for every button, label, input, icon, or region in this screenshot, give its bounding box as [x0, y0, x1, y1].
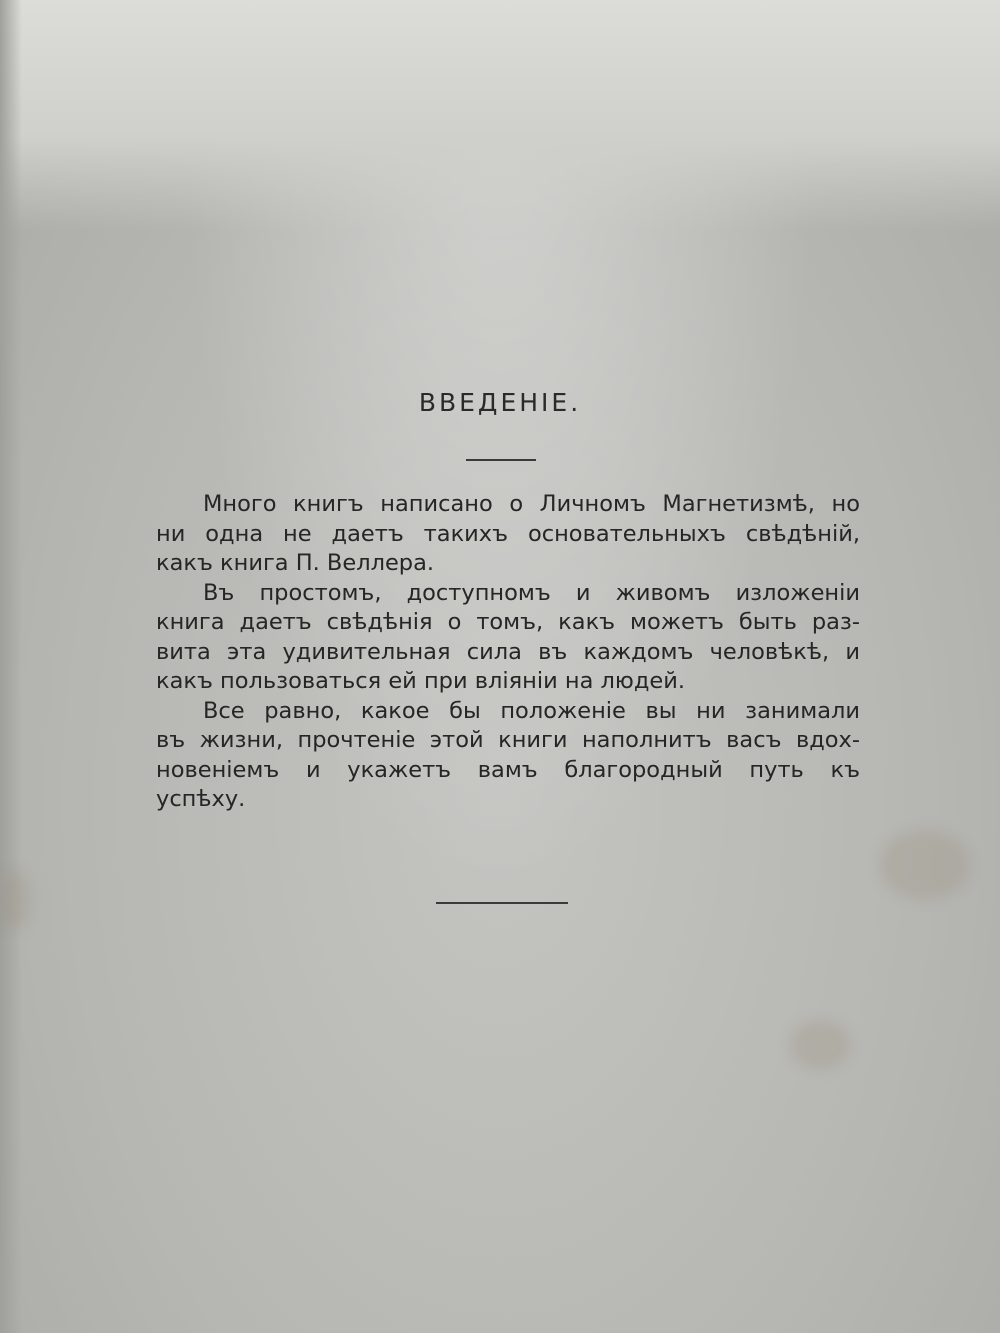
text-line: успѣху. [156, 786, 246, 812]
page-top-highlight [0, 0, 1000, 230]
text-line: Въ простомъ, доступномъ и живомъ изложеніи [203, 579, 860, 606]
paper-stain [790, 1020, 850, 1070]
text-line: въ жизни, прочтеніе этой книги наполнитъ васъ вдох- [156, 727, 860, 753]
text-line: какъ пользоваться ей при вліяніи на людей. [156, 668, 686, 694]
paper-stain [0, 870, 30, 930]
text-line: Много книгъ написано о Личномъ Магнетизмѣ, но [203, 491, 860, 517]
text-line: вита эта удивительная сила въ каждомъ человѣкѣ, и [156, 638, 860, 665]
text-line: ни одна не даетъ такихъ основательныхъ свѣдѣній, [156, 520, 860, 547]
text-line: Все равно, какое бы положеніе вы ни занимали [203, 697, 860, 724]
page-title: ВВЕДЕНІЕ. [418, 388, 582, 417]
title-divider [466, 459, 536, 461]
text-line: книга даетъ свѣдѣнія о томъ, какъ можетъ быть раз- [156, 609, 860, 635]
text-line: какъ книга П. Веллера. [156, 550, 435, 576]
introduction-text [156, 490, 860, 815]
text-line: новеніемъ и укажетъ вамъ благородный путь къ [156, 756, 860, 783]
end-divider [436, 902, 568, 904]
page-left-edge-shadow [0, 0, 22, 1333]
paper-stain [880, 830, 970, 900]
